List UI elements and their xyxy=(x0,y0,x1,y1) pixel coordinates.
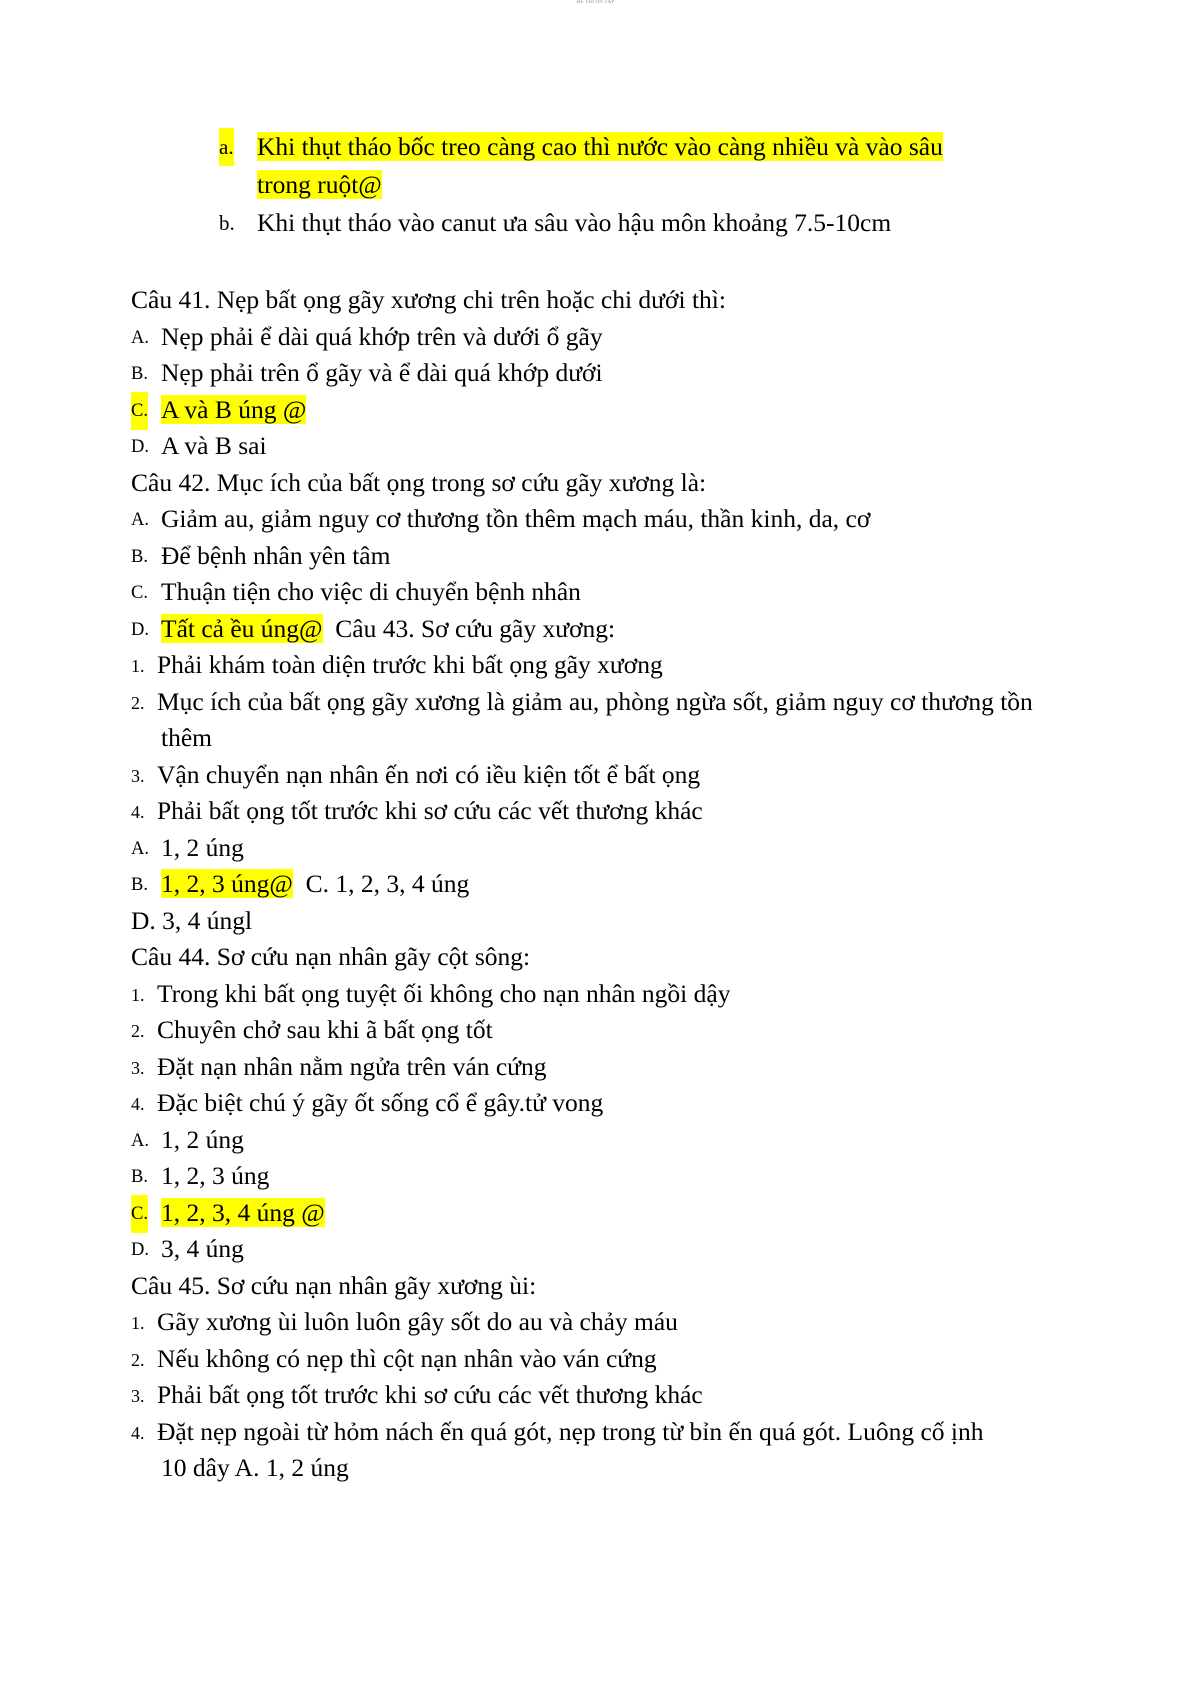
statement-text: Trong khi bất ọng tuyệt ối không cho nạn nhân ngồi dậy xyxy=(157,978,731,1008)
statement-text-wrapped: thêm xyxy=(161,723,212,752)
option-letter: A. xyxy=(131,327,149,348)
option-letter: A. xyxy=(131,838,149,859)
answer-option xyxy=(131,830,1131,867)
statement-number: 1. xyxy=(131,656,145,676)
option-text: Tất cả ều úng@ xyxy=(161,613,323,643)
statement-text: Phải khám toàn diện trước khi bất ọng gãy xương xyxy=(157,650,663,679)
option-text: Thuận tiện cho việc di chuyển bệnh nhân xyxy=(161,577,581,606)
answer-option-highlighted xyxy=(131,611,1131,648)
option-text: 1, 2 úng xyxy=(161,832,244,862)
answer-option xyxy=(131,428,1131,465)
answer-option xyxy=(131,1122,1131,1159)
answer-option: D. 3, 4 úngl xyxy=(131,905,253,935)
option-letter: D. xyxy=(131,437,149,457)
numbered-statement xyxy=(131,647,1131,684)
option-letter: A. xyxy=(131,510,149,530)
list-marker: b. xyxy=(219,211,235,235)
answer-option xyxy=(131,538,1131,575)
question-heading: Câu 44. Sơ cứu nạn nhân gãy cột sông: xyxy=(131,942,531,971)
option-text: Nẹp phải trên ổ gãy và ể dài quá khớp dưới xyxy=(161,358,603,387)
option-letter: B. xyxy=(131,546,148,567)
list-marker: a. xyxy=(219,128,234,166)
option-text: 1, 2, 3 úng@ xyxy=(161,869,293,898)
option-letter: D. xyxy=(131,619,149,640)
question-heading: Câu 42. Mục ích của bất ọng trong sơ cứu gãy xương là: xyxy=(131,467,707,497)
statement-number: 2. xyxy=(131,1349,145,1370)
statement-text: Đặc biệt chú ý gãy ốt sống cổ ể gây.tử vong xyxy=(157,1088,604,1117)
option-letter: C. xyxy=(131,1195,148,1234)
option-text: Giảm au, giảm nguy cơ thương tồn thêm mạch máu, thần kinh, da, cơ xyxy=(161,504,871,533)
option-letter: A. xyxy=(131,1130,149,1151)
answer-option xyxy=(131,319,1131,356)
option-letter: B. xyxy=(131,1167,148,1187)
option-text: 1, 2 úng xyxy=(161,1124,244,1154)
numbered-statement xyxy=(131,1012,1131,1049)
inline-question-heading: Câu 43. Sơ cứu gãy xương: xyxy=(322,613,616,643)
numbered-statement xyxy=(131,976,1131,1013)
option-text: 3, 4 úng xyxy=(161,1234,244,1263)
statement-text: Gãy xương ùi luôn luôn gây sốt do au và chảy máu xyxy=(157,1307,678,1336)
question-heading: Câu 41. Nẹp bất ọng gãy xương chi trên hoặc chi dưới thì: xyxy=(131,285,726,314)
statement-text-wrapped: 10 dây A. 1, 2 úng xyxy=(161,1453,349,1482)
statement-text: Nếu không có nẹp thì cột nạn nhân vào ván cứng xyxy=(157,1343,657,1373)
answer-option-highlighted xyxy=(131,1195,1131,1232)
numbered-statement xyxy=(131,1414,1131,1487)
statement-text: Mục ích của bất ọng gãy xương là giảm au, phòng ngừa sốt, giảm nguy cơ thương tồn xyxy=(157,686,1033,716)
statement-number: 3. xyxy=(131,765,145,786)
numbered-statement xyxy=(131,1304,1131,1341)
numbered-statement xyxy=(131,1049,1131,1086)
option-text: A và B sai xyxy=(161,431,267,460)
statement-text: Chuyên chở sau khi ã bất ọng tốt xyxy=(157,1015,493,1044)
numbered-statement xyxy=(131,1085,1131,1122)
statement-number: 1. xyxy=(131,1313,145,1333)
statement-number: 2. xyxy=(131,1021,145,1041)
option-text: 1, 2, 3, 4 úng @ xyxy=(161,1197,325,1227)
sub-answer-list xyxy=(131,128,1131,242)
option-text: Nẹp phải ể dài quá khớp trên và dưới ổ gãy xyxy=(161,321,603,351)
answer-option-highlighted xyxy=(131,392,1131,429)
numbered-statement xyxy=(131,757,1131,794)
answer-option-highlighted xyxy=(131,866,1131,903)
numbered-statement xyxy=(131,684,1131,757)
statement-number: 2. xyxy=(131,692,145,713)
statement-number: 3. xyxy=(131,1386,145,1406)
statement-number: 4. xyxy=(131,1094,145,1114)
numbered-statement xyxy=(131,1341,1131,1378)
option-letter: B. xyxy=(131,364,148,384)
numbered-statement xyxy=(131,793,1131,830)
option-text: 1, 2, 3 úng xyxy=(161,1161,270,1190)
statement-number: 4. xyxy=(131,1422,145,1443)
option-letter: D. xyxy=(131,1240,149,1260)
option-letter: C. xyxy=(131,583,148,603)
statement-text: Phải bất ọng tốt trước khi sơ cứu các vết thương khác xyxy=(157,796,703,825)
list-item xyxy=(131,128,1131,204)
answer-option xyxy=(131,574,1131,611)
option-letter: C. xyxy=(131,392,148,431)
list-item xyxy=(131,204,1131,242)
statement-text: Phải bất ọng tốt trước khi sơ cứu các vết thương khác xyxy=(157,1380,703,1409)
question-heading: Câu 45. Sơ cứu nạn nhân gãy xương ùi: xyxy=(131,1270,537,1300)
statement-text: Đặt nạn nhân nằm ngửa trên ván cứng xyxy=(157,1051,547,1081)
option-letter: B. xyxy=(131,875,148,895)
spacer xyxy=(131,242,1131,282)
option-text: A và B úng @ xyxy=(161,394,307,424)
answer-option xyxy=(131,501,1131,538)
answer-option xyxy=(131,1158,1131,1195)
answer-option xyxy=(131,1231,1131,1268)
statement-number: 1. xyxy=(131,984,145,1005)
statement-text: Đặt nẹp ngoài từ hỏm nách ến quá gót, nẹp trong từ bỉn ến quá gót. Luông cố ịnh xyxy=(157,1416,984,1446)
list-item-text: Khi thụt tháo vào canut ưa sâu vào hậu môn khoảng 7.5-10cm xyxy=(257,208,892,237)
page-header-artifact: ĐỀ THI ÔN TẬP xyxy=(576,0,615,5)
list-item-text: Khi thụt tháo bốc treo càng cao thì nước vào càng nhiều và vào sâu xyxy=(257,132,943,161)
statement-text: Vận chuyển nạn nhân ến nơi có iều kiện tốt ể bất ọng xyxy=(157,759,701,789)
list-item-text-wrapped: trong ruột@ xyxy=(257,170,382,199)
inline-option-text: C. 1, 2, 3, 4 úng xyxy=(292,869,470,898)
statement-number: 4. xyxy=(131,802,145,822)
statement-number: 3. xyxy=(131,1057,145,1078)
numbered-statement xyxy=(131,1377,1131,1414)
option-text: Để bệnh nhân yên tâm xyxy=(161,540,391,570)
answer-option xyxy=(131,355,1131,392)
document-body xyxy=(131,128,1131,1487)
